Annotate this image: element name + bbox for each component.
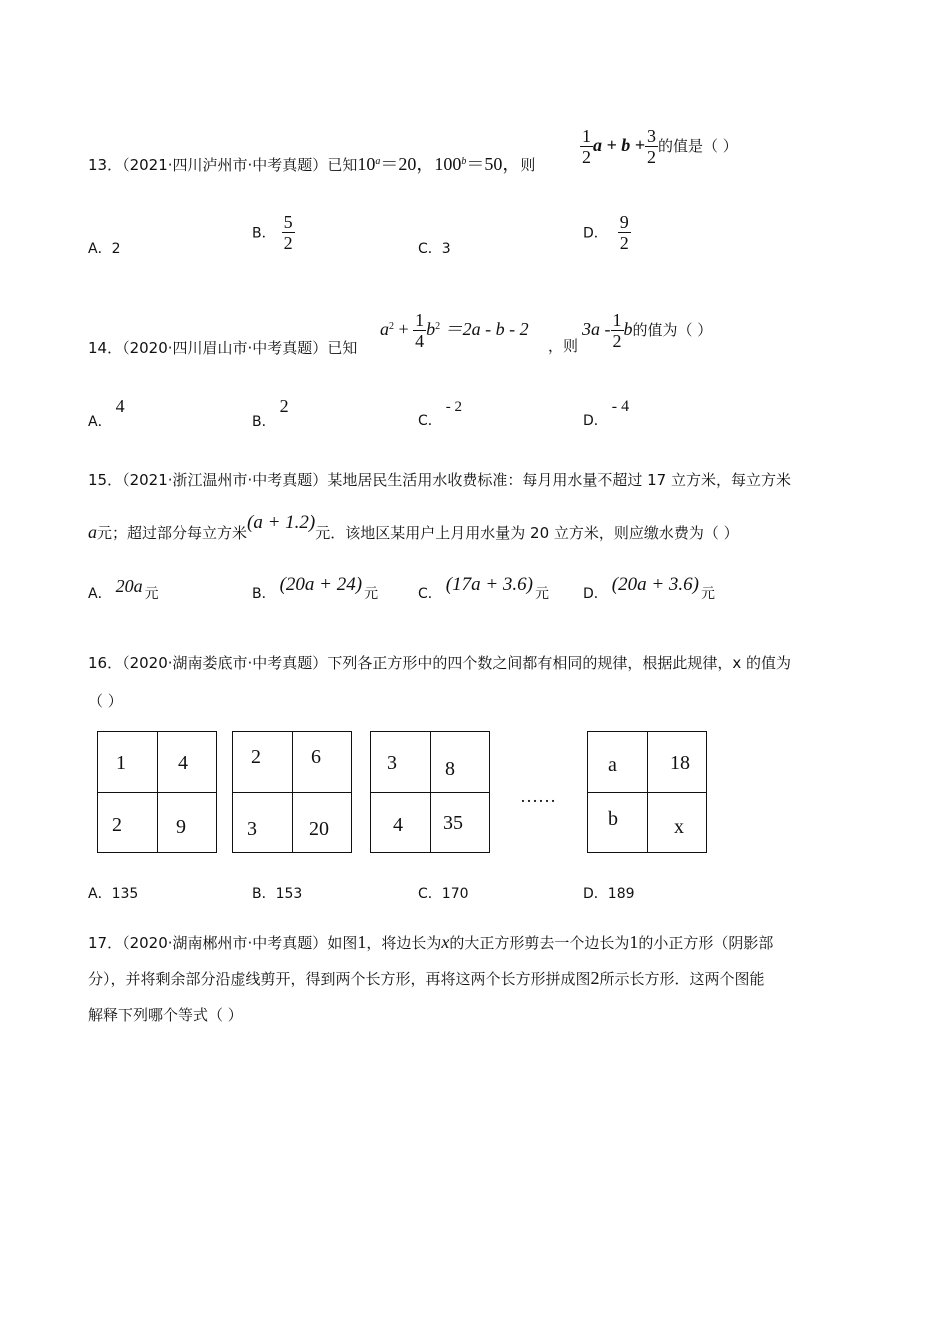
square-cell: 3	[387, 752, 397, 774]
square-cell: 35	[443, 812, 463, 834]
square-cell: b	[608, 808, 618, 830]
q16-stem-line2: （ ）	[88, 692, 123, 710]
q13-source: （2021·四川泸州市·中考真题）	[122, 156, 328, 174]
square-cell: 2	[112, 814, 122, 836]
q16-source: （2020·湖南娄底市·中考真题）	[122, 654, 328, 672]
q15-source: （2021·浙江温州市·中考真题）	[122, 471, 328, 489]
square-cell: 4	[178, 752, 188, 774]
q14-option-a[interactable]: A．4	[88, 396, 125, 430]
q13-frac-2: $\frac{3}{2}$	[647, 126, 657, 167]
q14-option-c[interactable]: C．- 2	[418, 399, 463, 429]
q17-stem-line3: 解释下列哪个等式（ ）	[88, 1006, 243, 1024]
q14-then: ，则	[548, 337, 579, 355]
q16-option-d[interactable]: D．189	[583, 886, 635, 902]
q13-option-b[interactable]: B． $\frac{5}{2}$	[252, 212, 293, 253]
number-square-1	[97, 731, 217, 853]
q14-option-d[interactable]: D．- 4	[583, 398, 630, 429]
q15-stem-line2: a元；超过部分每立方米(a + 1.2)元．该地区某用户上月用水量为 20 立方米，则应缴水费为（ ）	[88, 512, 739, 542]
q13-stem: 13．（2021·四川泸州市·中考真题）已知$10^a=20$，$100^b=50$，则	[88, 154, 536, 174]
q17-stem-line2: 分），并将剩余部分沿虚线剪开，得到两个长方形，再将这两个长方形拼成图2所示长方形．这两个图能	[88, 968, 765, 988]
q16-option-a[interactable]: A．135	[88, 886, 139, 902]
q13-option-c[interactable]: C．3	[418, 241, 451, 257]
square-cell: 20	[309, 818, 329, 840]
number-square-2	[232, 731, 352, 853]
q15-stem-line1: 15．（2021·浙江温州市·中考真题）某地居民生活用水收费标准：每月用水量不超过 17 立方米，每立方米	[88, 471, 791, 489]
square-cell: 2	[251, 746, 261, 768]
q14-option-b[interactable]: B．2	[252, 396, 289, 430]
q14-stem: 14．（2020·四川眉山市·中考真题）已知	[88, 339, 358, 357]
square-cell: 18	[670, 752, 690, 774]
q15-option-a[interactable]: A． 20a 元	[88, 576, 159, 602]
q16-option-b[interactable]: B．153	[252, 886, 303, 902]
square-cell: a	[608, 754, 617, 776]
square-cell: 8	[445, 758, 455, 780]
q17-source: （2020·湖南郴州市·中考真题）	[122, 934, 328, 952]
q13-option-d[interactable]: D． $\frac{9}{2}$	[583, 212, 629, 253]
number-square-4	[587, 731, 707, 853]
q14-source: （2020·四川眉山市·中考真题）	[122, 339, 328, 357]
square-cell: 9	[176, 816, 186, 838]
q14-number: 14．	[88, 339, 123, 357]
q15-option-b[interactable]: B． (20a + 24) 元	[252, 574, 379, 602]
square-cell: 1	[116, 752, 126, 774]
q16-option-c[interactable]: C．170	[418, 886, 469, 902]
q15-option-c[interactable]: C． (17a + 3.6) 元	[418, 574, 550, 602]
square-cell: x	[674, 816, 684, 838]
q13-option-a[interactable]: A．2	[88, 241, 121, 257]
q17-stem-line1: 17．（2020·湖南郴州市·中考真题）如图1，将边长为x的大正方形剪去一个边长为1的小正方形（阴影部	[88, 932, 774, 952]
q17-number: 17．	[88, 934, 123, 952]
q13-number: 13．	[88, 156, 123, 174]
number-square-3	[370, 731, 490, 853]
q14-equation: $a^2$ + $\frac{1}{4}$ $b^2 =2a - b - 2$	[380, 310, 529, 351]
square-cell: 3	[247, 818, 257, 840]
q14-expression: 3a - $\frac{1}{2}$ b的值为（ ）	[582, 310, 713, 351]
square-cell: 4	[393, 814, 403, 836]
ellipsis: ……	[520, 786, 556, 806]
q15-option-d[interactable]: D． (20a + 3.6) 元	[583, 574, 716, 602]
q16-number: 16．	[88, 654, 123, 672]
q16-stem-line1: 16．（2020·湖南娄底市·中考真题）下列各正方形中的四个数之间都有相同的规律，根据此规律，x 的值为	[88, 654, 791, 672]
q13-expression: $\frac{1}{2}$ a + b + $\frac{3}{2}$ 的值是（ ）	[582, 126, 738, 167]
q15-number: 15．	[88, 471, 123, 489]
q13-frac-1: $\frac{1}{2}$	[582, 126, 591, 167]
square-cell: 6	[311, 746, 321, 768]
